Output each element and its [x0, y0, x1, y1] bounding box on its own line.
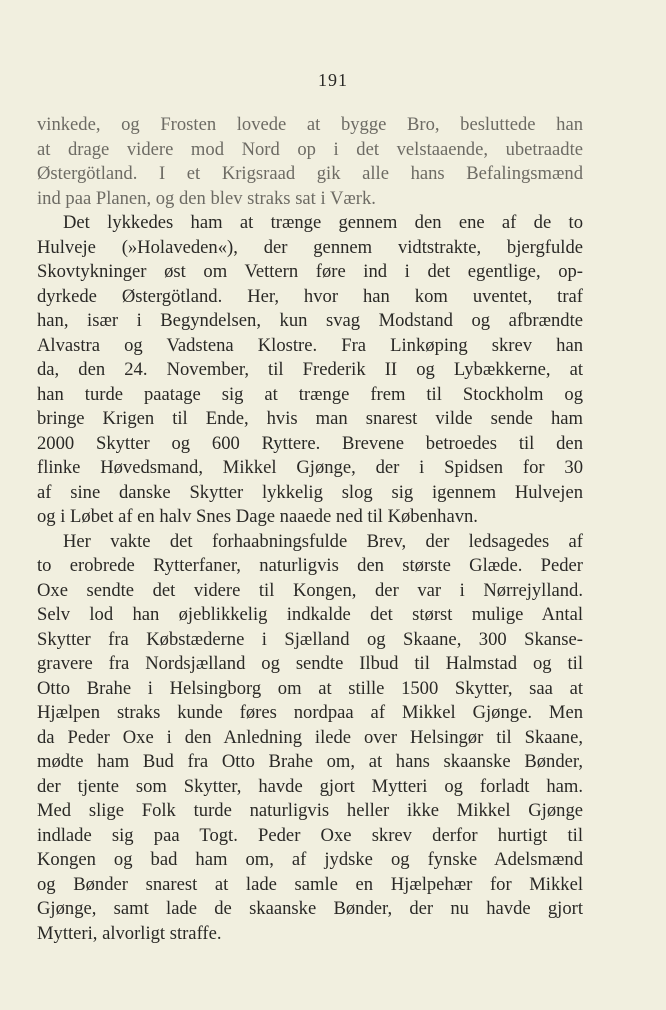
text-line: 2000 Skytter og 600 Ryttere. Brevene betroedes til den — [37, 432, 583, 454]
text-line: indlade sig paa Togt. Peder Oxe skrev derfor hurtigt til — [37, 824, 583, 846]
text-line: Mytteri, alvorligt straffe. — [37, 922, 222, 944]
text-line: flinke Høvedsmand, Mikkel Gjønge, der i Spidsen for 30 — [37, 457, 583, 478]
text-line: han turde paatage sig at trænge frem til Stockholm og — [37, 383, 583, 405]
text-line: ind paa Planen, og den blev straks sat i Værk. — [37, 187, 376, 209]
text-line: han, især i Begyndelsen, kun svag Modstand og afbrændte — [37, 310, 583, 331]
text-line: Oxe sendte det videre til Kongen, der var i Nørrejylland. — [37, 579, 583, 601]
text-line: af sine danske Skytter lykkelig slog sig igennem Hulvejen — [37, 481, 583, 503]
text-line: Hulveje (»Holaveden«), der gennem vidtstrakte, bjergfulde — [37, 236, 583, 258]
page-number: 191 — [318, 70, 348, 90]
text-line: og i Løbet af en halv Snes Dage naaede ned til København. — [37, 506, 478, 527]
text-line: da Peder Oxe i den Anledning ilede over Helsingør til Skaane, — [37, 726, 583, 748]
text-line: der tjente som Skytter, havde gjort Mytteri og forladt ham. — [37, 775, 583, 797]
text-line: Alvastra og Vadstena Klostre. Fra Linkøping skrev han — [37, 334, 583, 356]
text-line: Gjønge, samt lade de skaanske Bønder, der nu havde gjort — [37, 898, 583, 919]
body-text — [37, 113, 583, 946]
text-line: Hjælpen straks kunde føres nordpaa af Mikkel Gjønge. Men — [37, 702, 583, 723]
paragraph-start: Det lykkedes ham at trænge gennem den ene af de to — [63, 212, 583, 233]
text-line: bringe Krigen til Ende, hvis man snarest vilde sende ham — [37, 408, 583, 429]
text-line: Skytter fra Købstæderne i Sjælland og Skaane, 300 Skanse- — [37, 628, 583, 650]
text-line: gravere fra Nordsjælland og sendte Ilbud til Halmstad og til — [37, 653, 583, 674]
text-line: at drage videre mod Nord op i det velstaaende, ubetraadte — [37, 138, 583, 160]
text-line: Østergötland. I et Krigsraad gik alle hans Befalingsmænd — [37, 163, 583, 184]
text-line: dyrkede Østergötland. Her, hvor han kom uventet, traf — [37, 285, 583, 307]
text-line: Med slige Folk turde naturligvis heller ikke Mikkel Gjønge — [37, 800, 583, 821]
text-line: Skovtykninger øst om Vettern føre ind i det egentlige, op- — [37, 261, 583, 282]
text-line: og Bønder snarest at lade samle en Hjælpehær for Mikkel — [37, 873, 583, 895]
text-line: Selv lod han øjeblikkelig indkalde det størst mulige Antal — [37, 604, 583, 625]
text-line: Kongen og bad ham om, af jydske og fynske Adelsmænd — [37, 849, 583, 870]
text-line: vinkede, og Frosten lovede at bygge Bro, besluttede han — [37, 114, 583, 135]
text-line: to erobrede Rytterfaner, naturligvis den største Glæde. Peder — [37, 555, 583, 576]
text-line: mødte ham Bud fra Otto Brahe om, at hans skaanske Bønder, — [37, 751, 583, 772]
text-line: Otto Brahe i Helsingborg om at stille 1500 Skytter, saa at — [37, 677, 583, 699]
paragraph-start: Her vakte det forhaabningsfulde Brev, der ledsagedes af — [63, 530, 583, 552]
text-line: da, den 24. November, til Frederik II og Lybækkerne, at — [37, 359, 583, 380]
